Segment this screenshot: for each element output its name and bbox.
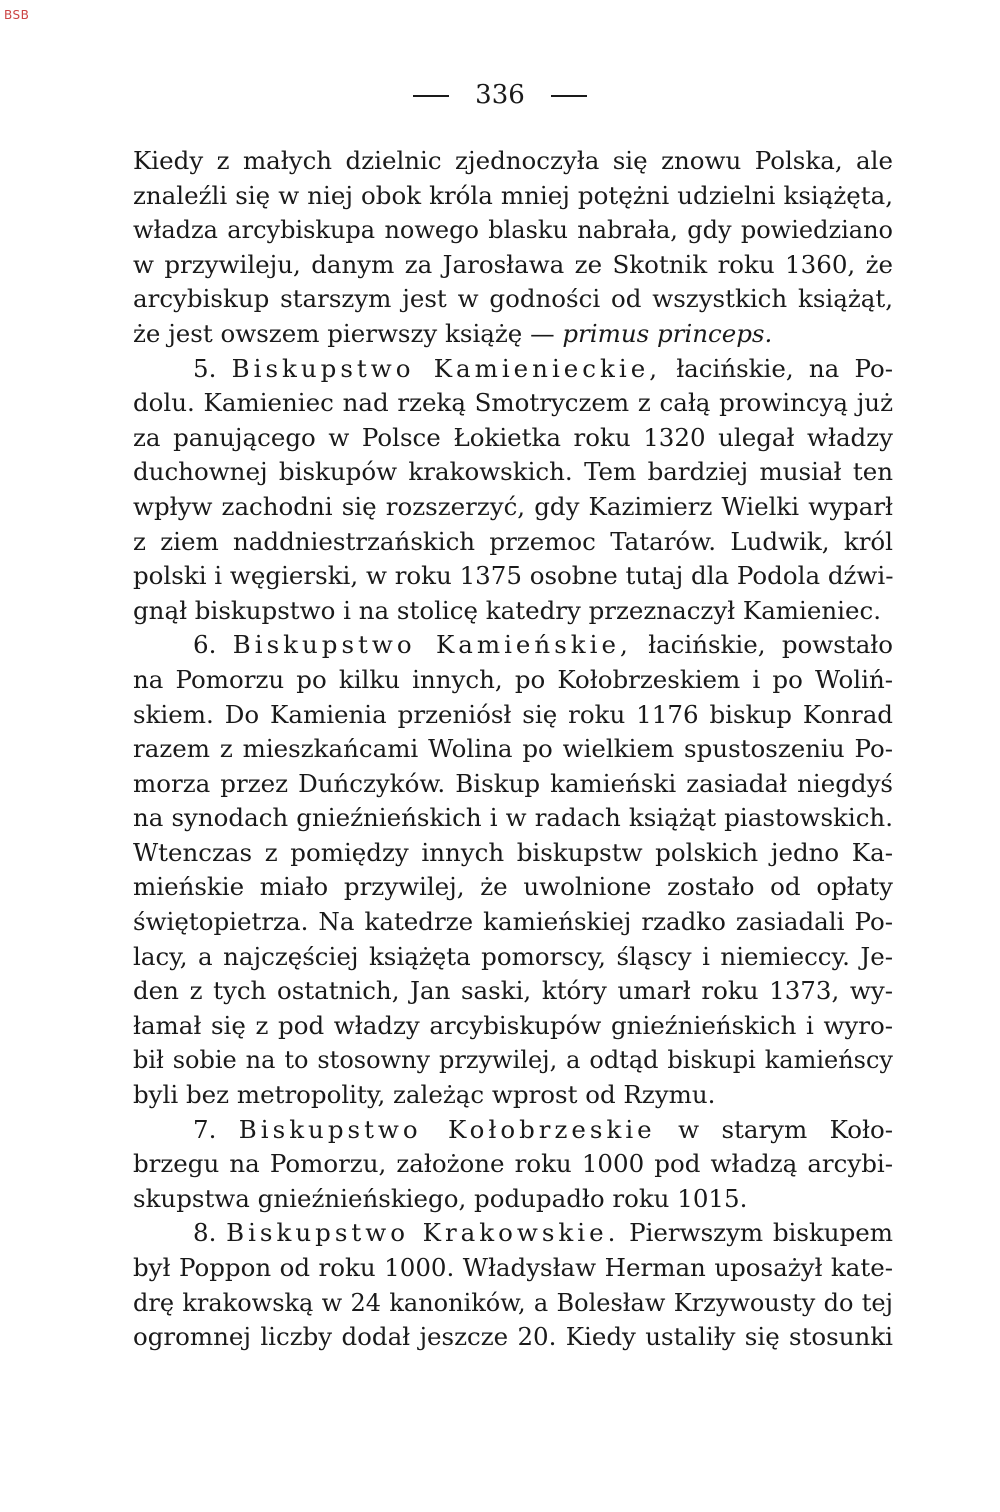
text-line: bił sobie na to stosowny przywilej, a odtąd biskupi kamieńscy	[133, 1046, 893, 1075]
text-line: polski i węgierski, w roku 1375 osobne tutaj dla Podola dźwi-	[133, 561, 894, 591]
page-header	[0, 78, 1000, 112]
text-line: był Poppon od roku 1000. Władysław Herman uposażył kate-	[133, 1253, 893, 1282]
header-dash-left	[413, 95, 449, 97]
section-title: Biskupstwo Kołobrzeskie	[238, 1114, 656, 1144]
text-line: duchownej biskupów krakowskich. Tem bardziej musiał ten	[133, 457, 893, 487]
text-line: w przywileju, danym za Jarosława ze Skotnik roku 1360, że	[133, 249, 893, 279]
latin-phrase: primus princeps.	[562, 318, 773, 348]
section-heading-line: 7. Biskupstwo Kołobrzeskie w starym Koło-	[193, 1114, 894, 1144]
page-number: 336	[475, 80, 525, 110]
section-title: Biskupstwo Kamieńskie,	[232, 630, 632, 660]
section-heading-line: 8. Biskupstwo Krakowskie. Pierwszym biskupem	[193, 1218, 893, 1248]
text-line: skupstwa gnieźnieńskiego, podupadło roku 1015.	[133, 1183, 748, 1213]
text-line: lacy, a najczęściej książęta pomorscy, śląscy i niemieccy. Je-	[133, 941, 893, 971]
text-line: wpływ zachodni się rozszerzyć, gdy Kazimierz Wielki wyparł	[133, 491, 893, 521]
section-title: Biskupstwo Kamienieckie,	[231, 353, 661, 383]
text-line: że jest owszem pierwszy książę — primus princeps.	[133, 318, 773, 348]
text-line: gnął biskupstwo i na stolicę katedry przeznaczył Kamieniec.	[133, 595, 881, 625]
section-heading-line: 5. Biskupstwo Kamienieckie, łacińskie, na Po-	[193, 353, 893, 383]
text-line: Kiedy z małych dzielnic zjednoczyła się znowu Polska, ale	[133, 146, 893, 175]
text-line: na synodach gnieźnieńskich i w radach książąt piastowskich.	[133, 803, 893, 833]
text-line: den z tych ostatnich, Jan saski, który umarł roku 1373, wy-	[133, 976, 893, 1006]
text-line: byli bez metropolity, zależąc wprost od Rzymu.	[133, 1080, 716, 1110]
text-line: znaleźli się w niej obok króla mniej potężni udzielni książęta,	[133, 180, 893, 210]
text-line: drę krakowską w 24 kanoników, a Bolesław Krzywousty do tej	[133, 1288, 893, 1317]
document-body	[133, 144, 893, 1355]
text-line: Wtenczas z pomiędzy innych biskupstw polskich jedno Ka-	[133, 837, 893, 867]
text-line: ogromnej liczby dodał jeszcze 20. Kiedy ustaliły się stosunki	[133, 1322, 893, 1352]
text-line: mieńskie miało przywilej, że uwolnione zostało od opłaty	[133, 872, 893, 902]
text-line: za panującego w Polsce Łokietka roku 1320 ulegał władzy	[133, 422, 893, 452]
text-line: skiem. Do Kamienia przeniósł się roku 1176 biskup Konrad	[133, 699, 893, 729]
text-line: razem z mieszkańcami Wolina po wielkiem spustoszeniu Po-	[133, 734, 893, 764]
text-line: morza przez Duńczyków. Biskup kamieński zasiadał niegdyś	[133, 768, 893, 798]
header-dash-right	[551, 95, 587, 97]
text-line: łamał się z pod władzy arcybiskupów gnieźnieńskich i wyro-	[133, 1010, 893, 1040]
text-line: władza arcybiskupa nowego blasku nabrała, gdy powiedziano	[133, 216, 893, 245]
text-line: arcybiskup starszym jest w godności od wszystkich książąt,	[133, 284, 893, 314]
text-line: brzegu na Pomorzu, założone roku 1000 pod władzą arcybi-	[133, 1149, 893, 1179]
section-title: Biskupstwo Krakowskie.	[226, 1218, 620, 1248]
text-line: z ziem naddniestrzańskich przemoc Tatarów. Ludwik, król	[133, 526, 893, 556]
section-heading-line: 6. Biskupstwo Kamieńskie, łacińskie, powstało	[193, 630, 893, 660]
text-line: świętopietrza. Na katedrze kamieńskiej rzadko zasiadali Po-	[133, 907, 893, 937]
text-line: na Pomorzu po kilku innych, po Kołobrzeskiem i po Woliń-	[133, 664, 893, 694]
library-watermark: BSB	[4, 8, 30, 22]
text-line: dolu. Kamieniec nad rzeką Smotryczem z całą prowincyą już	[133, 388, 893, 418]
